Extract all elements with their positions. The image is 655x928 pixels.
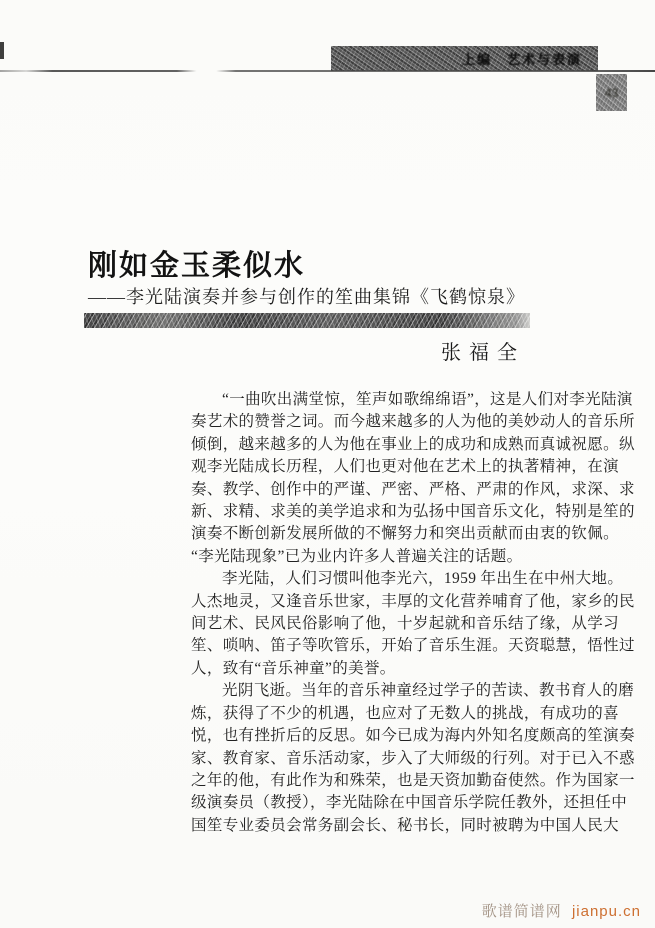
author-name: 张福全 — [441, 342, 525, 364]
body-text-line: 新、求精、求美的美学追求和为弘扬中国音乐文化，特别是笙的 — [191, 503, 635, 521]
page-number: 43 — [604, 85, 619, 100]
decorative-hatched-divider — [84, 313, 530, 328]
body-text-line: 演奏不断创新发展所做的不懈努力和突出贡献而由衷的钦佩。 — [191, 525, 619, 543]
body-text-line: 人，致有“音乐神童”的美誉。 — [191, 659, 396, 677]
article-subtitle: ——李光陆演奏并参与创作的笙曲集锦《飞鹤惊泉》 — [88, 287, 525, 307]
body-text-line: 人杰地灵，又逢音乐世家，丰厚的文化营养哺育了他，家乡的民 — [191, 592, 635, 610]
watermark-site-name: 歌谱简谱网 — [481, 903, 562, 920]
watermark-site-url: jianpu.cn — [571, 903, 641, 920]
body-text-line: 间艺术、民风民俗影响了他，十岁起就和音乐结了缘，从学习 — [191, 615, 619, 633]
article-body — [191, 389, 635, 837]
body-text-line: 笙、唢呐、笛子等吹管乐，开始了音乐生涯。天资聪慧，悟性过 — [191, 637, 635, 655]
body-text-line: 奏、教学、创作中的严谨、严密、严格、严肃的作风，求深、求 — [191, 480, 635, 498]
body-text-line: “李光陆现象”已为业内许多人普遍关注的话题。 — [191, 547, 523, 565]
body-text-line: “一曲吹出满堂惊，笙声如歌绵绵语”，这是人们对李光陆演 — [222, 391, 633, 408]
watermark — [482, 900, 641, 921]
header-section-label: 上编 艺术与表演 — [461, 52, 582, 67]
header-rule-line — [0, 70, 655, 72]
scan-edge-artifact — [0, 42, 4, 59]
body-text-line: 奏艺术的赞誉之词。而今越来越多的人为他的美妙动人的音乐所 — [191, 413, 635, 431]
body-text-line: 倾倒，越来越多的人为他在事业上的成功和成熟而真诚祝愿。纵 — [191, 435, 635, 453]
body-text-line: 级演奏员（教授），李光陆除在中国音乐学院任教外，还担任中 — [191, 794, 628, 812]
body-text-line: 观李光陆成长历程，人们也更对他在艺术上的执著精神，在演 — [191, 458, 619, 476]
article-title: 刚如金玉柔似水 — [88, 250, 306, 282]
body-text-line: 炼，获得了不少的机遇，也应对了无数人的挑战，有成功的喜 — [191, 704, 619, 722]
body-text-line: 光阴飞逝。当年的音乐神童经过学子的苦读、教书育人的磨 — [222, 682, 635, 700]
page-number-badge — [596, 74, 627, 111]
body-text-line: 之年的他，有此作为和殊荣，也是天资加勤奋使然。作为国家一 — [191, 771, 635, 789]
body-text-line: 李光陆，人们习惯叫他李光六，1959 年出生在中州大地。 — [222, 570, 624, 588]
body-text-line: 家、教育家、音乐活动家，步入了大师级的行列。对于已入不惑 — [191, 749, 635, 767]
header-section-band — [331, 46, 598, 71]
body-text-line: 悦，也有挫折后的反思。如今已成为海内外知名度颇高的笙演奏 — [191, 727, 635, 745]
body-text-line: 国笙专业委员会常务副会长、秘书长，同时被聘为中国人民大 — [191, 816, 619, 834]
